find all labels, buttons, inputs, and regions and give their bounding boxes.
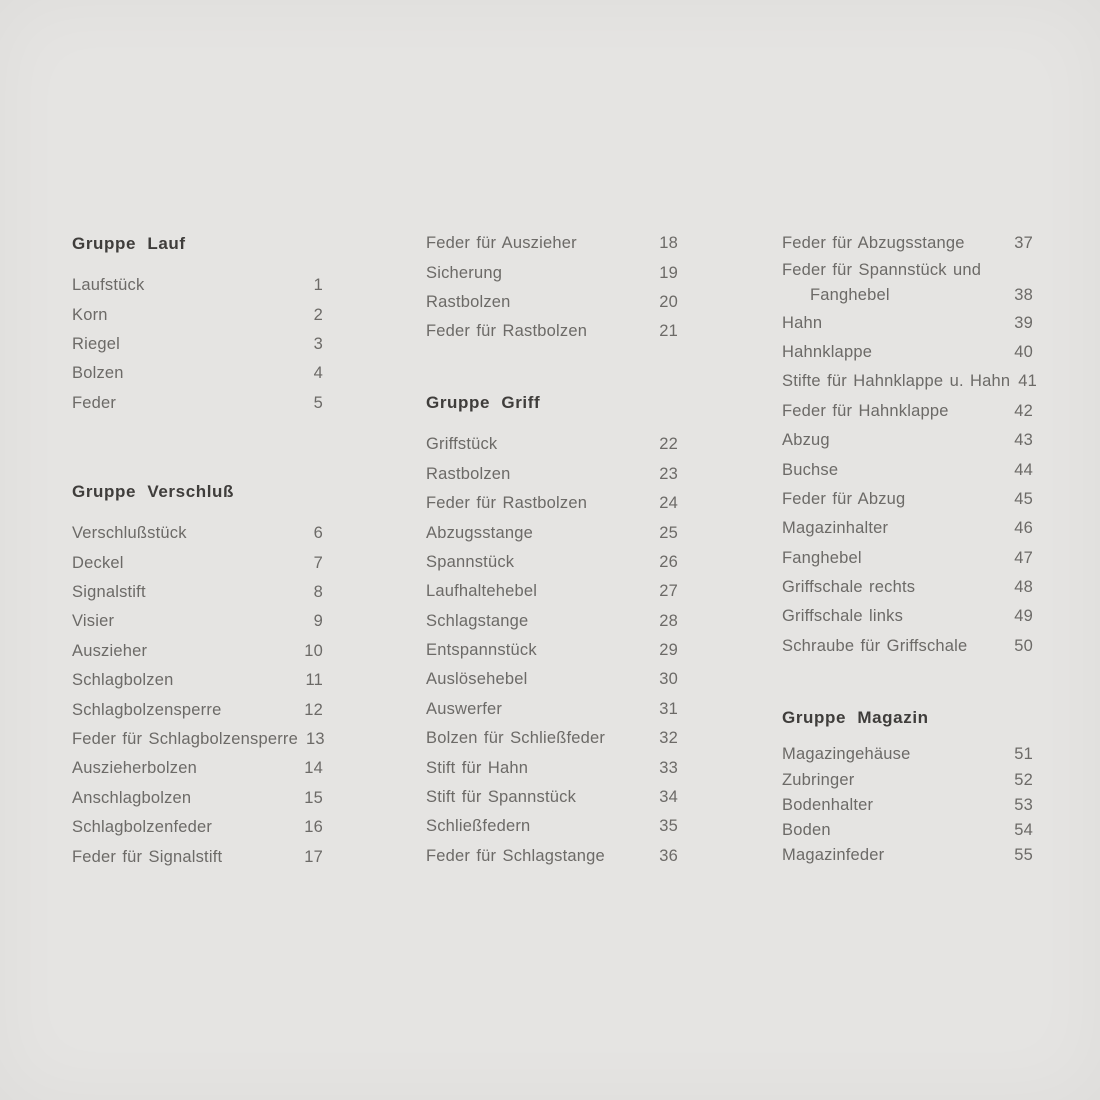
part-name: Zubringer [782, 770, 855, 789]
part-name: Bolzen [72, 364, 124, 383]
part-row [426, 460, 678, 489]
part-row [782, 767, 1033, 792]
part-row [72, 813, 323, 842]
parts-column-3 [782, 229, 1038, 869]
part-number: 13 [305, 730, 325, 749]
part-number: 9 [313, 612, 323, 631]
part-number: 28 [659, 611, 678, 630]
part-name: Feder für Spannstück und [782, 261, 982, 280]
part-row [782, 455, 1033, 484]
part-row [782, 367, 1038, 396]
part-name: Laufhaltehebel [426, 582, 538, 601]
part-row [72, 271, 323, 300]
part-number: 42 [1014, 401, 1033, 420]
part-number: 25 [659, 523, 678, 542]
part-name: Feder für Rastbolzen [426, 322, 588, 341]
part-name: Schließfedern [426, 817, 531, 836]
part-name-continuation: Fanghebel [810, 286, 890, 305]
part-row [426, 430, 678, 459]
part-name: Griffschale rechts [782, 578, 916, 597]
part-row [426, 258, 678, 287]
part-name: Riegel [72, 334, 120, 353]
part-number: 52 [1014, 770, 1033, 789]
part-name: Sicherung [426, 263, 503, 282]
part-row [72, 754, 323, 783]
part-number: 35 [659, 817, 678, 836]
part-number: 40 [1014, 342, 1033, 361]
part-number: 24 [659, 494, 678, 513]
part-name: Stifte für Hahnklappe u. Hahn [782, 372, 1011, 391]
group-heading: Gruppe Lauf [72, 234, 186, 253]
part-number: 1 [313, 276, 323, 295]
part-number: 48 [1014, 578, 1033, 597]
part-name: Schlagstange [426, 611, 529, 630]
part-name: Spannstück [426, 552, 515, 571]
part-name: Feder für Schlagstange [426, 846, 605, 865]
part-row [426, 288, 678, 317]
part-row [782, 793, 1033, 818]
part-name: Korn [72, 305, 108, 324]
part-number: 22 [659, 435, 678, 454]
part-name: Auslösehebel [426, 670, 528, 689]
part-name: Feder für Hahnklappe [782, 401, 949, 420]
part-number: 53 [1014, 795, 1033, 814]
part-number: 41 [1018, 372, 1038, 391]
part-number: 12 [304, 700, 323, 719]
part-name: Magazingehäuse [782, 745, 911, 764]
part-name: Hahn [782, 313, 823, 332]
part-number: 21 [659, 322, 678, 341]
part-number: 44 [1014, 460, 1033, 479]
part-row [72, 519, 323, 548]
part-name: Visier [72, 612, 115, 631]
part-row [72, 330, 323, 359]
part-number: 5 [313, 393, 323, 412]
part-row [72, 549, 323, 578]
part-number: 36 [659, 846, 678, 865]
part-row [782, 397, 1033, 426]
part-number: 4 [313, 364, 323, 383]
part-name: Stift für Spannstück [426, 788, 577, 807]
part-row [426, 753, 678, 782]
part-row [426, 317, 678, 346]
part-row [782, 338, 1033, 367]
part-number: 55 [1014, 846, 1033, 865]
part-row [426, 229, 678, 258]
part-number: 54 [1014, 821, 1033, 840]
parts-list [426, 229, 678, 347]
part-name: Bodenhalter [782, 795, 874, 814]
part-row [426, 665, 678, 694]
part-number: 27 [659, 582, 678, 601]
part-number: 20 [659, 292, 678, 311]
part-name: Feder für Rastbolzen [426, 494, 588, 513]
part-row [782, 514, 1033, 543]
part-row [782, 602, 1033, 631]
part-row [426, 577, 678, 606]
part-number: 3 [313, 334, 323, 353]
part-row [426, 489, 678, 518]
part-row [782, 843, 1033, 868]
part-row [782, 426, 1033, 455]
part-name: Auszieher [72, 641, 148, 660]
part-number: 43 [1014, 431, 1033, 450]
part-row [426, 518, 678, 547]
part-name: Laufstück [72, 276, 145, 295]
part-name: Schlagbolzenfeder [72, 818, 213, 837]
part-row [72, 637, 323, 666]
part-number: 10 [304, 641, 323, 660]
part-row [72, 389, 323, 418]
parts-list [72, 271, 323, 418]
part-number: 38 [1014, 286, 1033, 305]
part-name: Schraube für Griffschale [782, 636, 968, 655]
part-row [426, 724, 678, 753]
part-name: Abzugsstange [426, 523, 533, 542]
part-row [782, 632, 1033, 661]
part-row [72, 578, 323, 607]
part-number: 7 [313, 553, 323, 572]
part-name: Feder für Schlagbolzensperre [72, 730, 298, 749]
part-number: 49 [1014, 607, 1033, 626]
part-name: Rastbolzen [426, 464, 511, 483]
part-number: 50 [1014, 636, 1033, 655]
part-name: Auszieherbolzen [72, 759, 197, 778]
part-number: 15 [304, 788, 323, 807]
parts-list [782, 229, 1038, 661]
parts-list [426, 430, 678, 871]
part-row [426, 695, 678, 724]
part-row [72, 695, 323, 724]
part-row [426, 548, 678, 577]
part-name: Buchse [782, 460, 839, 479]
parts-list [782, 742, 1033, 868]
parts-column-2 [426, 229, 678, 871]
part-row [782, 283, 1033, 308]
part-name: Griffstück [426, 435, 498, 454]
part-name: Boden [782, 821, 831, 840]
part-number: 11 [305, 671, 323, 690]
part-number: 47 [1014, 548, 1033, 567]
part-name: Feder für Abzug [782, 489, 906, 508]
part-name: Verschlußstück [72, 524, 187, 543]
part-row [72, 725, 323, 754]
part-row [782, 258, 1033, 283]
part-number: 26 [659, 552, 678, 571]
part-number: 8 [313, 583, 323, 602]
part-number: 32 [659, 729, 678, 748]
group-heading: Gruppe Griff [426, 393, 541, 413]
part-name: Deckel [72, 553, 124, 572]
part-name: Feder für Signalstift [72, 847, 223, 866]
part-number: 17 [304, 847, 323, 866]
parts-list [72, 519, 323, 872]
part-number: 30 [659, 670, 678, 689]
part-number: 18 [659, 234, 678, 253]
part-row [426, 606, 678, 635]
part-number: 37 [1014, 234, 1033, 253]
part-row [782, 544, 1033, 573]
part-number: 19 [659, 263, 678, 282]
part-number: 33 [659, 758, 678, 777]
part-number: 39 [1014, 313, 1033, 332]
group-heading: Gruppe Magazin [782, 707, 929, 727]
part-number: 46 [1014, 519, 1033, 538]
part-number: 51 [1014, 745, 1033, 764]
part-name: Rastbolzen [426, 292, 511, 311]
part-name: Griffschale links [782, 607, 904, 626]
part-name: Hahnklappe [782, 342, 873, 361]
part-row [72, 842, 323, 871]
part-number: 31 [659, 699, 678, 718]
part-row [72, 666, 323, 695]
part-row [72, 359, 323, 388]
part-name: Abzug [782, 431, 830, 450]
part-row [782, 485, 1033, 514]
part-name: Magazinhalter [782, 519, 889, 538]
part-number: 6 [313, 524, 323, 543]
part-row [426, 842, 678, 871]
part-name: Feder [72, 393, 117, 412]
part-row [426, 636, 678, 665]
part-name: Feder für Abzugsstange [782, 234, 965, 253]
part-name: Signalstift [72, 583, 146, 602]
part-row [426, 783, 678, 812]
part-name: Schlagbolzen [72, 671, 174, 690]
part-row [72, 607, 323, 636]
part-row [782, 308, 1033, 337]
part-row [782, 229, 1033, 258]
parts-column-1 [72, 229, 323, 872]
part-name: Bolzen für Schließfeder [426, 729, 606, 748]
part-name: Anschlagbolzen [72, 788, 192, 807]
part-name: Entspannstück [426, 641, 537, 660]
part-row [426, 812, 678, 841]
part-number: 34 [659, 788, 678, 807]
part-number: 29 [659, 641, 678, 660]
part-name: Auswerfer [426, 699, 503, 718]
part-number: 45 [1014, 489, 1033, 508]
part-row [782, 818, 1033, 843]
part-number: 2 [313, 305, 323, 324]
part-name: Schlagbolzensperre [72, 700, 222, 719]
part-number: 16 [304, 818, 323, 837]
part-row [72, 784, 323, 813]
part-row [72, 300, 323, 329]
part-name: Fanghebel [782, 548, 862, 567]
part-number: 14 [304, 759, 323, 778]
part-name: Feder für Auszieher [426, 234, 577, 253]
part-row [782, 573, 1033, 602]
part-name: Stift für Hahn [426, 758, 529, 777]
part-name: Magazinfeder [782, 846, 885, 865]
part-number: 23 [659, 464, 678, 483]
group-heading: Gruppe Verschluß [72, 482, 235, 502]
part-row [782, 742, 1033, 767]
